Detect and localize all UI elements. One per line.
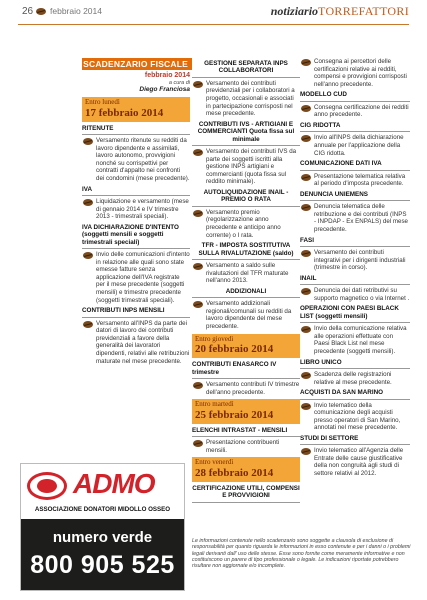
block-title: OPERAZIONI CON PAESI BLACK LIST (soggetti mensili) bbox=[300, 305, 399, 320]
deadline-banner bbox=[192, 334, 300, 359]
block-divider bbox=[300, 322, 410, 323]
deadline-label: Entro giovedì bbox=[195, 334, 234, 343]
ad-phone: 800 905 525 bbox=[30, 551, 175, 579]
deadline-date: 17 febbraio 2014 bbox=[85, 106, 164, 119]
item-text: Liquidazione e versamento (mese di gennaio 2014 e IV trimestre 2013 - trimestrali speciali). bbox=[96, 197, 189, 221]
ad-verde-label: numero verde bbox=[52, 529, 153, 546]
coffee-bean-icon bbox=[301, 135, 311, 142]
item-text: Consegna certificazione dei redditi anno precedente. bbox=[314, 103, 409, 119]
block-title: ACQUISTI DA SAN MARINO bbox=[300, 389, 384, 397]
block-divider bbox=[82, 317, 190, 318]
block-title: TFR - IMPOSTA SOSTITUTIVA SULLA RIVALUTAZIONE (saldo) bbox=[198, 242, 294, 257]
item-text: Versamento a saldo sulle rivalutazioni del TFR maturate nell'anno 2013. bbox=[206, 261, 289, 285]
coffee-bean-icon bbox=[193, 210, 203, 217]
disclaimer-footnote: Le informazioni contenute nello scadenzario sono soggette a clausola di esclusione di responsabilità per quanto riguarda le informazioni in esso contenute e per i danni o i problemi legali derivanti dall' uso delle stesse. Esse sono fornite come meramente informative e non costituiscono un parere di tipo professionale o legale. Le indicazioni riportate potrebbero risultare non aggiornate e/o incomplete. bbox=[192, 538, 411, 570]
item-text: Presentazione contribuenti mensili. bbox=[206, 439, 280, 454]
coffee-bean-icon bbox=[301, 174, 311, 181]
block-title: DENUNCIA UNIEMENS bbox=[300, 190, 368, 198]
page-header bbox=[0, 0, 427, 26]
list-item bbox=[82, 198, 190, 221]
coffee-bean-icon bbox=[301, 59, 311, 66]
brand-bold: notiziario bbox=[270, 4, 319, 18]
column-1 bbox=[82, 94, 190, 368]
coffee-bean-icon bbox=[193, 149, 203, 156]
deadline-label: Entro venerdì bbox=[195, 458, 234, 467]
block-divider bbox=[300, 368, 410, 369]
coffee-bean-icon bbox=[301, 326, 311, 333]
item-text: Invio telematico all'Agenzia delle Entrate delle cause giustificative della non congruità agli studi di settore relativi al 2012. bbox=[314, 447, 404, 478]
block-divider bbox=[82, 195, 190, 196]
block-divider bbox=[192, 297, 300, 298]
list-item bbox=[300, 371, 410, 386]
block-divider bbox=[192, 502, 300, 503]
list-item bbox=[192, 300, 300, 330]
list-item bbox=[192, 381, 300, 396]
block-title: AUTOLIQUIDAZIONE INAIL - PREMIO O RATA bbox=[203, 188, 289, 204]
item-text: Scadenza delle registrazioni relative al mese precedente. bbox=[314, 370, 392, 386]
item-text: Invio telematico della comunicazione degli acquisti presso operatori di San Marino, annotati nel mese precedente. bbox=[314, 401, 401, 432]
list-item bbox=[192, 80, 300, 118]
coffee-bean-icon bbox=[301, 250, 311, 257]
coffee-bean-icon bbox=[301, 403, 311, 410]
deadline-date: 25 febbraio 2014 bbox=[195, 408, 274, 421]
deadline-label: Entro martedì bbox=[195, 400, 234, 409]
block-divider bbox=[300, 246, 410, 247]
list-item bbox=[82, 137, 190, 183]
block-title: CERTIFICAZIONE UTILI, COMPENSI E PROVVIGIONI bbox=[192, 484, 300, 500]
list-item bbox=[300, 447, 410, 477]
section-month: febbraio 2014 bbox=[144, 72, 190, 79]
block-title: GESTIONE SEPARATA INPS COLLABORATORI bbox=[204, 60, 288, 75]
item-text: Invio delle comunicazioni d'intento in relazione alle quali sono state emesse fatture senza applicazione dell'IVA registrate per il mese precedente (soggetti mensili) e trimestre precedente (soggetti trimestrali speciali). bbox=[96, 250, 190, 304]
block-divider bbox=[192, 77, 300, 78]
section-banner bbox=[82, 58, 192, 70]
block-divider bbox=[300, 444, 410, 445]
item-text: Versamento dei contributi integrativi per i dirigenti industriali (trimestre in corso). bbox=[314, 248, 406, 272]
item-text: Consegna ai percettori delle certificazioni relative ai redditi, compensi e provvigioni corrisposti nell'anno precedente. bbox=[314, 58, 407, 88]
column-2 bbox=[192, 58, 300, 505]
item-text: Denuncia telematica delle retribuzione e dei contributi (INPS - INPDAP - Ex ENPALS) del mese precedente. bbox=[314, 203, 408, 233]
list-item bbox=[300, 249, 410, 272]
block-divider bbox=[300, 284, 410, 285]
block-divider bbox=[300, 101, 410, 102]
coffee-bean-icon bbox=[83, 252, 93, 259]
block-title: STUDI DI SETTORE bbox=[300, 434, 359, 442]
list-item bbox=[300, 134, 410, 157]
block-title: LIBRO UNICO bbox=[300, 358, 342, 366]
header-rule bbox=[18, 24, 409, 25]
block-divider bbox=[300, 131, 410, 132]
item-text: Versamento dei contributi previdenziali per i collaboratori a progetto, occasionali e associati in partecipazione corrisposti nel mese precedente. bbox=[206, 79, 295, 118]
list-item bbox=[82, 251, 190, 304]
ad-brand: ADMO bbox=[73, 468, 155, 499]
coffee-bean-icon bbox=[301, 288, 311, 295]
block-title: MODELLO CUD bbox=[300, 91, 347, 99]
deadline-date: 20 febbraio 2014 bbox=[195, 343, 274, 356]
item-text: Versamento contributi IV trimestre dell'anno precedente. bbox=[206, 380, 300, 396]
block-divider bbox=[82, 248, 190, 249]
cura-label: a cura di bbox=[168, 80, 190, 86]
coffee-bean-icon bbox=[193, 301, 203, 308]
admo-advertisement bbox=[20, 463, 185, 591]
item-text: Presentazione telematica relativa al periodo d'imposta precedente. bbox=[314, 172, 406, 188]
coffee-bean-icon bbox=[36, 8, 46, 15]
block-divider bbox=[192, 436, 300, 437]
block-divider bbox=[82, 134, 190, 135]
item-text: Versamento premio (regolarizzazione anno precedente e anticipo anno corrente) o I rata. bbox=[206, 208, 281, 239]
list-item bbox=[300, 203, 410, 233]
block-title: FASI bbox=[300, 236, 314, 244]
item-text: Versamento ritenute su redditi da lavoro dipendente e assimilati, lavoro autonomo, provvigioni nonché su corrispettivi per contratti d'appalto nei confronti dei condomini (mese precedente). bbox=[96, 137, 190, 182]
coffee-bean-icon bbox=[193, 382, 203, 389]
block-title: CIG RIDOTTA bbox=[300, 121, 341, 129]
list-item bbox=[300, 325, 410, 355]
brand-rest: TORREFATTORI bbox=[318, 4, 409, 18]
list-item bbox=[300, 287, 410, 302]
issue-date: febbraio 2014 bbox=[50, 6, 102, 16]
item-text: Versamento addizionali regionali/comunali su redditi da lavoro dipendente del mese precedente. bbox=[206, 300, 292, 330]
block-divider bbox=[192, 206, 300, 207]
coffee-bean-icon bbox=[83, 321, 93, 328]
coffee-bean-icon bbox=[301, 372, 311, 379]
list-item bbox=[82, 320, 190, 366]
list-item bbox=[192, 209, 300, 239]
author-name: Diego Franciosa bbox=[139, 86, 190, 93]
block-title: ADDIZIONALI bbox=[225, 287, 267, 295]
block-title: CONTRIBUTI INPS MENSILI bbox=[82, 307, 165, 315]
block-title: COMUNICAZIONE DATI IVA bbox=[300, 160, 382, 168]
block-divider bbox=[192, 378, 300, 379]
admo-logo-icon bbox=[27, 472, 67, 500]
item-text: Invio della comunicazione relativa alle operazioni effettuate con Paesi Black List nel mese precedente (soggetti mensili). bbox=[314, 325, 407, 355]
page-number: 26 bbox=[22, 6, 34, 17]
coffee-bean-icon bbox=[193, 81, 203, 88]
deadline-banner bbox=[192, 457, 300, 482]
deadline-date: 28 febbraio 2014 bbox=[195, 466, 274, 479]
list-item bbox=[300, 173, 410, 188]
deadline-label: Entro lunedì bbox=[85, 98, 120, 106]
item-text: Versamento all'INPS da parte dei datori di lavoro dei contributi previdenziali a favore della generalità dei lavoratori dipendenti, relativi alle retribuzioni maturate nel mese precedente. bbox=[96, 319, 190, 365]
deadline-banner bbox=[82, 97, 190, 122]
section-title: SCADENZARIO FISCALE bbox=[83, 59, 188, 69]
block-title: CONTRIBUTI ENASARCO IV trimestre bbox=[192, 361, 277, 376]
magazine-brand bbox=[271, 4, 409, 19]
coffee-bean-icon bbox=[193, 263, 203, 270]
coffee-bean-icon bbox=[193, 440, 203, 447]
block-divider bbox=[300, 170, 410, 171]
block-title: IVA bbox=[82, 185, 93, 193]
block-divider bbox=[192, 259, 300, 260]
coffee-bean-icon bbox=[301, 448, 311, 455]
list-item bbox=[300, 104, 410, 119]
list-item bbox=[192, 262, 300, 285]
coffee-bean-icon bbox=[83, 138, 93, 145]
list-item bbox=[300, 58, 410, 88]
coffee-bean-icon bbox=[301, 204, 311, 211]
block-title: INAIL bbox=[300, 274, 317, 282]
ad-association: ASSOCIAZIONE DONATORI MIDOLLO OSSEO bbox=[34, 506, 171, 513]
deadline-banner bbox=[192, 399, 300, 424]
item-text: Denuncia dei dati retributivi su supporto magnetico o via Internet . bbox=[314, 287, 410, 302]
column-3 bbox=[300, 58, 410, 481]
block-title: CONTRIBUTI IVS - ARTIGIANI E COMMERCIANTI Quota fissa sul minimale bbox=[197, 120, 295, 143]
coffee-bean-icon bbox=[83, 199, 93, 206]
item-text: Invio all'INPS della dichiarazione annuale per l'applicazione della CIG ridotta. bbox=[314, 134, 404, 157]
list-item bbox=[192, 439, 300, 454]
coffee-bean-icon bbox=[301, 105, 311, 112]
block-title: ELENCHI INTRASTAT - MENSILI bbox=[192, 426, 288, 434]
block-title: IVA DICHIARAZIONE D'INTENTO (soggetti mensili e soggetti trimestrali speciali) bbox=[82, 223, 179, 246]
block-title: RITENUTE bbox=[82, 124, 114, 132]
ad-phone-box bbox=[21, 519, 184, 591]
block-divider bbox=[300, 200, 410, 201]
list-item bbox=[192, 148, 300, 186]
item-text: Versamento dei contributi IVS da parte dei soggetti iscritti alla gestione INPS artigiani e commercianti (quota fissa sul reddito minimale). bbox=[206, 148, 297, 186]
list-item bbox=[300, 402, 410, 432]
block-divider bbox=[192, 145, 300, 146]
block-divider bbox=[300, 399, 410, 400]
